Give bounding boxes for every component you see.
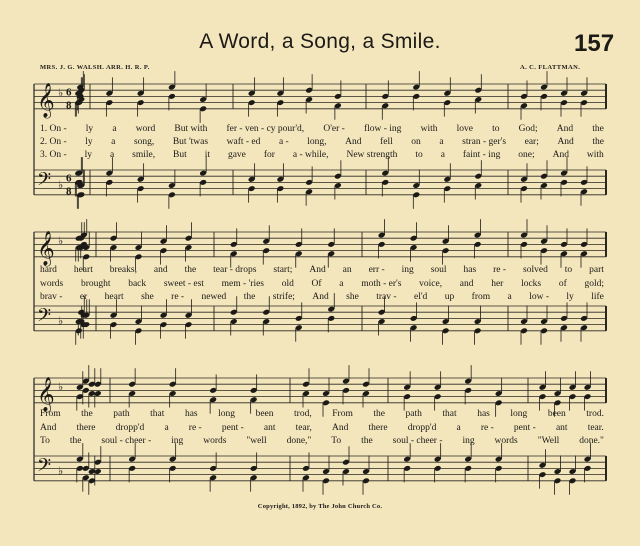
lyric-syllable: a [111,137,116,147]
lyric-syllable: And [332,423,349,433]
lyric-syllable: song, [133,137,155,147]
lyric-syllable: path [113,409,130,419]
lyric-syllable: old [281,279,294,289]
lyric-syllable: sweet - est [163,279,204,289]
lyric-syllable: trod, [294,409,312,419]
time-signature-bottom: 8 [66,99,72,112]
lyric-syllable: long [510,409,528,419]
lyric-syllable: tear. [587,423,604,433]
lyric-syllable: a [507,292,512,302]
lyric-syllable: God; [518,124,538,134]
lyric-syllable: soul [430,265,447,275]
page-number: 157 [574,30,615,57]
lyric-syllable: the [373,409,385,419]
lyric-syllable: pent - [221,423,244,433]
lyric-syllable: long, [307,137,327,147]
lyric-syllable: a [164,423,169,433]
lyric-syllable: a [456,423,461,433]
lyric-syllable: To [331,436,342,446]
lyric-syllable: And [556,124,574,134]
lyric-syllable: to [415,150,423,160]
copyright-notice: Copyright, 1892, by The John Church Co. [257,503,383,510]
lyric-syllable: But with [174,124,208,134]
treble-clef-icon: 𝄞 [37,377,55,413]
lyric-syllable: faint - ing [462,150,501,160]
flat-icon: ♭ [58,380,64,394]
lyric-syllable: path [405,409,422,419]
time-signature-top: 6 [66,172,72,185]
lyric-syllable: err - [368,265,385,275]
lyric-syllable: been [255,409,274,419]
lyric-syllable: And [552,150,569,160]
lyric-syllable: waft - ed [226,137,261,147]
lyric-syllable: re - [480,423,494,433]
lyric-syllable: O'er - [323,124,345,134]
lyric-syllable: gold; [584,279,604,289]
lyric-syllable: start; [273,265,293,275]
lyric-syllable: tear, [295,423,312,433]
lyric-syllable: And [557,137,574,147]
lyric-syllable: trod. [586,409,604,419]
bass-clef-icon: 𝄢 [37,455,52,481]
lyric-syllable: it [204,150,211,160]
lyric-syllable: re - [188,423,202,433]
lyric-syllable: And [345,137,362,147]
lyric-syllable: the [184,265,197,275]
lyric-syllable: love [456,124,473,134]
lyric-syllable: But 'twas [172,137,209,147]
lyric-syllable: part [589,265,604,275]
lyric-syllable: fer - ven - cy pour'd, [226,124,305,134]
flat-icon: ♭ [58,234,64,248]
lyric-syllable: ly [85,137,93,147]
lyric-syllable: ing [462,436,475,446]
lyric-syllable: To [40,436,50,446]
lyric-syllable: ant [263,423,276,433]
lyric-syllable: done." [579,436,604,446]
lyric-syllable: a [439,137,444,147]
lyric-syllable: word [135,124,156,134]
lyric-syllable: words [494,436,518,446]
lyric-syllable: tear - drops [213,265,257,275]
lyric-syllable: newed [201,292,227,302]
lyric-syllable: ing [171,436,184,446]
lyric-syllable: life [591,292,604,302]
lyric-syllable: has [184,409,198,419]
lyric-syllable: heart [73,265,93,275]
lyric-syllable: the [592,137,604,147]
lyric-syllable: words [40,279,64,289]
lyric-syllable: and [459,279,474,289]
lyric-syllable: done," [286,436,312,446]
lyric-syllable: strife; [272,292,295,302]
hymn-title: A Word, a Song, a Smile. [199,30,441,53]
time-signature-top: 6 [66,86,72,99]
lyric-syllable: 3. On - [40,150,67,160]
lyric-syllable: a [339,279,344,289]
lyric-syllable: from [471,292,491,302]
flat-icon: ♭ [58,314,64,328]
lyric-syllable: a [440,150,445,160]
lyric-syllable: a - while, [292,150,329,160]
lyric-syllable: stran - ger's [462,137,507,147]
lyric-syllable: for [263,150,275,160]
lyric-syllable: the [592,124,604,134]
lyric-syllable: that [442,409,457,419]
lyric-syllable: the [69,436,82,446]
lyric-syllable: smile, [132,150,156,160]
lyric-syllable: ear; [524,137,539,147]
lyric-syllable: of [558,279,567,289]
lyric-syllable: a [112,124,117,134]
lyric-syllable: a - [278,137,289,147]
lyric-syllable: flow - ing [363,124,402,134]
lyricist-credit: MRS. J. G. WALSH. ARR. H. R. P. [40,64,150,71]
lyric-syllable: and [153,265,168,275]
treble-clef-icon: 𝄞 [37,83,55,119]
lyric-syllable: pent - [513,423,536,433]
lyric-syllable: And [312,292,329,302]
lyric-syllable: the [81,409,93,419]
lyric-syllable: brav - [40,292,63,302]
lyric-syllable: she [346,292,359,302]
lyric-syllable: From [332,409,353,419]
lyric-syllable: soul - cheer - [101,436,152,446]
lyric-syllable: one; [518,150,535,160]
lyric-syllable: the [243,292,256,302]
lyric-syllable: And [40,423,57,433]
lyric-syllable: brought [80,279,111,289]
lyric-syllable: But [173,150,187,160]
lyric-syllable: on [411,137,421,147]
flat-icon: ♭ [58,178,64,192]
lyric-syllable: has [477,409,490,419]
lyric-syllable: fell [380,137,393,147]
lyric-syllable: heart [104,292,124,302]
lyric-syllable: her [491,279,504,289]
lyric-syllable: locks [521,279,542,289]
lyric-syllable: dropp'd [407,423,437,433]
lyric-syllable: From [40,409,61,419]
lyric-syllable: ly [84,150,92,160]
lyric-syllable: el'd [413,292,428,302]
lyric-syllable: And [309,265,326,275]
lyric-syllable: an [342,265,352,275]
lyric-syllable: moth - er's [361,279,402,289]
bass-clef-icon: 𝄢 [37,169,52,195]
lyric-syllable: 2. On - [40,137,67,147]
flat-icon: ♭ [58,464,64,478]
lyric-syllable: with [420,124,438,134]
lyric-syllable: the [361,436,373,446]
time-signature-bottom: 8 [66,185,72,198]
lyric-syllable: that [150,409,165,419]
lyric-syllable: words [203,436,227,446]
lyric-syllable: re - [171,292,185,302]
composer-credit: A. C. FLATTMAN. [520,64,581,71]
lyric-syllable: back [128,279,147,289]
lyric-syllable: "well [246,436,267,446]
lyric-syllable: a [109,150,115,160]
lyric-syllable: has [463,265,477,275]
lyric-syllable: gave [227,150,246,160]
lyric-syllable: Of [311,279,322,289]
lyric-syllable: 1. On - [40,124,67,134]
lyric-syllable: been [547,409,566,419]
bass-clef-icon: 𝄢 [37,305,52,331]
lyric-syllable: she [141,292,154,302]
treble-clef-icon: 𝄞 [37,231,55,267]
lyric-syllable: dropp'd [115,423,145,433]
lyric-syllable: ant [555,423,568,433]
flat-icon: ♭ [58,86,64,100]
lyric-syllable: voice, [419,279,443,289]
lyric-syllable: to [564,265,573,275]
lyric-syllable: long [218,409,236,419]
lyric-syllable: ly [85,124,94,134]
lyric-syllable: New strength [346,150,398,160]
lyric-syllable: ly [566,292,574,302]
lyric-syllable: mem - 'ries [221,279,264,289]
lyric-syllable: hard [40,265,57,275]
lyric-syllable: there [76,423,96,433]
lyric-syllable: low - [529,292,549,302]
lyric-syllable: trav - [376,292,397,302]
lyric-syllable: ing [401,265,414,275]
lyric-syllable: "Well [537,436,560,446]
lyric-syllable: solved [523,265,548,275]
lyric-syllable: breaks, [109,265,137,275]
lyric-syllable: soul - cheer - [392,436,443,446]
lyric-syllable: er [79,292,88,302]
lyric-syllable: with [586,150,604,160]
lyric-syllable: re - [493,265,507,275]
lyric-syllable: up [444,292,455,302]
lyric-syllable: to [492,124,500,134]
lyric-syllable: there [368,423,388,433]
